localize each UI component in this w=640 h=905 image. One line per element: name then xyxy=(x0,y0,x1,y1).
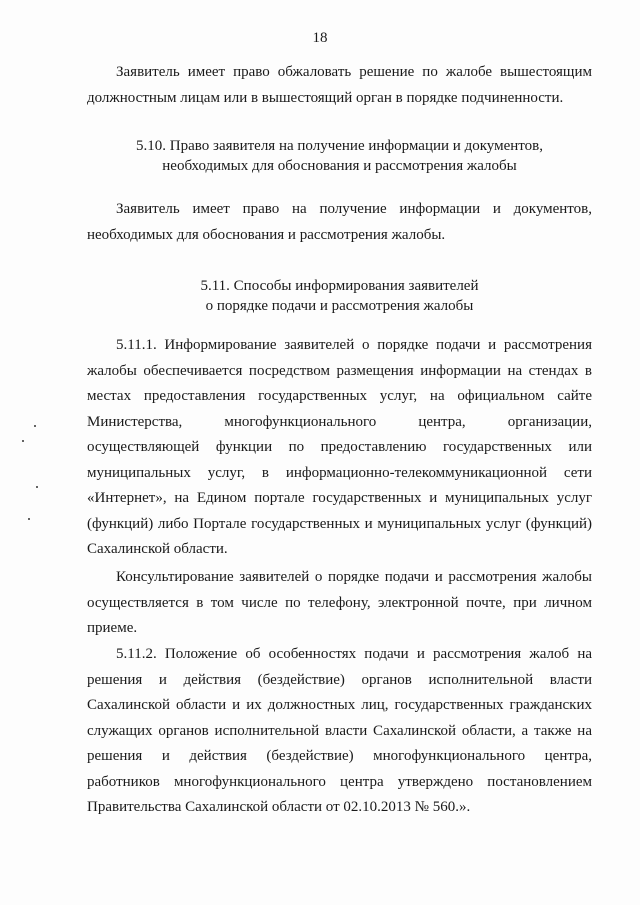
section-heading-5-11 xyxy=(87,276,592,316)
section-heading-5-10 xyxy=(87,136,592,176)
scan-speck xyxy=(28,518,30,520)
text-line: (функций) либо Портале государственных и муниципальных услуг (функций) xyxy=(87,515,592,532)
paragraph-appeal xyxy=(87,60,592,111)
paragraph-5-10 xyxy=(87,197,592,248)
page-number: 18 xyxy=(312,30,328,46)
text-line: Министерства, многофункционального центра, организации, xyxy=(87,413,592,430)
paragraph-consultation xyxy=(87,565,592,642)
paragraph-5-11-1 xyxy=(87,333,592,563)
text-line: «Интернет», на Едином портале государственных и муниципальных услуг xyxy=(87,490,592,506)
text-line: работников многофункционального центра утверждено постановлением xyxy=(87,773,592,790)
text-line: Заявитель имеет право обжаловать решение по жалобе вышестоящим xyxy=(116,64,592,80)
paragraph-5-11-2 xyxy=(87,642,592,821)
text-line: решения и действия (бездействие) многофункционального центра, xyxy=(87,748,592,764)
text-line: местах предоставления государственных услуг, на официальном сайте xyxy=(87,388,592,404)
text-line: Правительства Сахалинской области от 02.10.2013 № 560.». xyxy=(87,799,471,815)
heading-line: 5.11. Способы информирования заявителей xyxy=(200,278,479,294)
heading-line: необходимых для обоснования и рассмотрения жалобы xyxy=(162,158,517,174)
text-line: Заявитель имеет право на получение информации и документов, xyxy=(116,201,592,217)
text-line: муниципальных услуг, в информационно-телекоммуникационной сети xyxy=(87,464,592,481)
text-line: решения и действия (бездействие) органов исполнительной власти xyxy=(87,671,592,688)
text-line: приеме. xyxy=(87,620,138,636)
text-line: жалобы обеспечивается посредством размещения информации на стендах в xyxy=(87,362,592,379)
heading-line: о порядке подачи и рассмотрения жалобы xyxy=(205,298,474,314)
heading-line: 5.10. Право заявителя на получение информации и документов, xyxy=(136,138,543,154)
text-line: 5.11.2. Положение об особенностях подачи и рассмотрения жалоб на xyxy=(116,646,592,662)
text-line: должностным лицам или в вышестоящий орган в порядке подчиненности. xyxy=(87,89,564,106)
text-line: Сахалинской области и их должностных лиц, государственных гражданских xyxy=(87,697,592,713)
text-line: 5.11.1. Информирование заявителей о порядке подачи и рассмотрения xyxy=(116,337,592,353)
text-line: Сахалинской области. xyxy=(87,541,228,557)
text-line: осуществляющей функции по предоставлению государственных или xyxy=(87,439,592,455)
text-line: необходимых для обоснования и рассмотрения жалобы. xyxy=(87,226,446,243)
text-line: Консультирование заявителей о порядке подачи и рассмотрения жалобы xyxy=(116,569,592,585)
scan-speck xyxy=(22,440,24,442)
scan-speck xyxy=(36,486,38,488)
text-line: служащих органов исполнительной власти Сахалинской области, а также на xyxy=(87,722,592,739)
scan-speck xyxy=(34,425,36,427)
text-line: осуществляется в том числе по телефону, электронной почте, при личном xyxy=(87,594,592,611)
